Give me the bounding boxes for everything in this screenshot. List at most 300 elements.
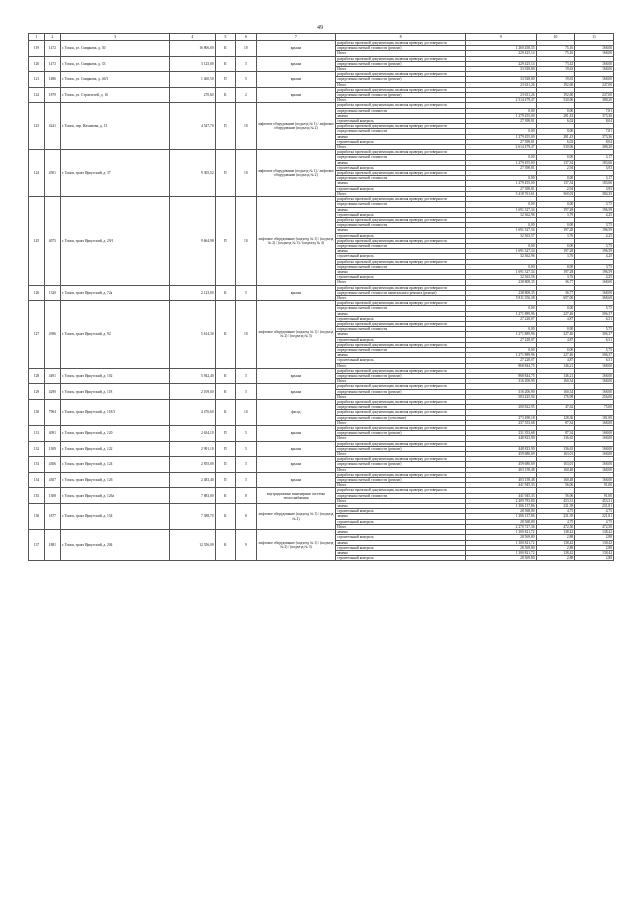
cell-value: 583 425,94 [465,394,536,399]
cell-value: 75,00 [575,405,614,410]
cell-work-type: разработка проектной документации, включая проверку достоверности [336,197,466,202]
cell-value: 3,75 [575,264,614,269]
cell-value: 2 514 479,47 [465,98,536,103]
cell-work-type: строительный контроль [336,556,466,561]
cell-mat: П [215,197,235,285]
cell-no: 136 [29,504,45,530]
cell-value: 459 680,69 [465,462,536,467]
cell-value: 0,00 [465,176,536,181]
cell-address: г. Томск, тракт Иркутский, д. 72а [60,285,169,301]
cell-work-type: строительный контроль [336,186,466,191]
cell-no: 137 [29,530,45,561]
cell-no: 124 [29,150,45,197]
cell-value: 388,20 [575,145,614,150]
cell-value: 256,00 [575,394,614,399]
cell-no: 120 [29,56,45,72]
cell-value: 697,00 [536,295,575,300]
cell-value: 160,34 [536,379,575,384]
cell-value: 4,25 [575,275,614,280]
cell-floors: 10 [236,41,256,57]
cell-value: 168,00 [575,363,614,368]
cell-work-type: строительный контроль [336,337,466,342]
cell-work-type: Итого [336,436,466,441]
cell-work-type: Итого [336,280,466,285]
cell-no: 134 [29,472,45,488]
cell-code: 4073 [44,197,60,285]
cell-code: 4396 [44,301,60,369]
cell-mat: К [215,368,235,384]
cell-target: крыша [256,472,336,488]
cell-value: 4,25 [575,212,614,217]
cell-floors: 5 [236,56,256,72]
cell-mat: П [215,441,235,457]
cell-value: 28 569,80 [465,556,536,561]
cell-floors: 5 [236,384,256,400]
cell-work-type: строительный контроль [336,212,466,217]
cell-no: 127 [29,301,45,369]
cell-value: 138,42 [575,540,614,545]
cell-value: 168,00 [575,478,614,483]
cell-value: 168,00 [575,389,614,394]
cell-area: 1 460,50 [170,72,216,88]
cell-work-type: замена [336,514,466,519]
cell-work-type: Итого [336,295,466,300]
cell-address: г. Томск, ул. Смирнова, д. 30 [60,41,169,57]
cell-mat: П [215,472,235,488]
cell-target: крыша [256,72,336,88]
cell-work-type: строительный контроль [336,275,466,280]
cell-target: лифтовое оборудование (подъезд № 1) / лифтовое оборудование (подъезд № 2) [256,150,336,197]
cell-value: 231,81 [575,504,614,509]
cell-value: 168,00 [575,67,614,72]
cell-work-type: определения сметной стоимости капитального ремонта (ремонт) [336,290,466,295]
cell-value: 1 691 327,34 [465,269,536,274]
cell-code: 1877 [44,504,60,530]
cell-work-type: Итого [336,82,466,87]
cell-value: 27 228,07 [465,358,536,363]
cell-value: 168,00 [575,467,614,472]
cell-work-type: строительный контроль [336,254,466,259]
cell-value: 1 300 821,72 [465,540,536,545]
cell-value: 32 363,56 [465,275,536,280]
cell-value: 0,00 [536,155,575,160]
cell-value: 1 279 455,00 [465,113,536,118]
cell-work-type: определения сметной стоимости (ремонт) [336,446,466,451]
cell-area: 3 125,00 [170,56,216,72]
cell-work-type: разработка проектной документации, включая проверку достоверности [336,301,466,306]
cell-value: 281,43 [536,113,575,118]
cell-work-type: строительный контроль [336,165,466,170]
header-cell: 1 [29,34,45,41]
cell-value: 3,17 [575,176,614,181]
cell-value: 1 306 137,86 [465,514,536,519]
cell-value: 0,00 [536,108,575,113]
cell-value: 1 691 327,34 [465,228,536,233]
cell-work-type: Итого [336,98,466,103]
header-cell: 6 [236,34,256,41]
cell-code: 7904 [44,400,60,426]
cell-value: 0,00 [536,264,575,269]
cell-area: 5 614,30 [170,301,216,369]
cell-value: 36,77 [536,280,575,285]
header-cell: 11 [575,34,614,41]
cell-no: 128 [29,368,45,384]
cell-value: 0,00 [465,202,536,207]
cell-work-type: разработка проектной документации, включая проверку достоверности [336,342,466,347]
cell-work-type: разработка проектной документации, включая проверку достоверности [336,400,466,405]
cell-work-type: замена [336,113,466,118]
cell-code: 1486 [44,72,60,88]
cell-value: 273 498,18 [465,415,536,420]
cell-value: 403 158,48 [465,467,536,472]
cell-work-type: Итого [336,379,466,384]
cell-value: 28 569,80 [465,545,536,550]
cell-value: 32 363,57 [465,233,536,238]
cell-value: 3,76 [536,275,575,280]
cell-area: 2 855,00 [170,457,216,473]
cell-value: 87,34 [536,420,575,425]
cell-value: 2 614 479,47 [465,145,536,150]
cell-value: 5,75 [575,306,614,311]
cell-value: 196,59 [575,269,614,274]
cell-value: 1 300 821,72 [465,530,536,535]
cell-work-type: строительный контроль [336,509,466,514]
cell-work-type: определения сметной стоимости [336,108,466,113]
cell-value: 530,06 [536,145,575,150]
cell-work-type: разработка проектной документации, включая проверку достоверности [336,87,466,92]
cell-value: 146,21 [536,363,575,368]
cell-no: 132 [29,441,45,457]
cell-target: лифтовое оборудование (подъезд № 1) / (подъезд № 2) / (подъезд № 3) / (подъезд № 4) [256,197,336,285]
cell-value: 3,93 [575,186,614,191]
cell-value: 0,00 [536,347,575,352]
cell-mat: П [215,150,235,197]
cell-no: 123 [29,103,45,150]
cell-value: 231,39 [536,514,575,519]
cell-work-type: строительный контроль [336,316,466,321]
cell-value: 200 822,95 [465,405,536,410]
cell-code: 4491 [44,368,60,384]
cell-value: 168,00 [575,436,614,441]
cell-value: 1 271 889,96 [465,311,536,316]
cell-work-type: разработка проектной документации, включая проверку достоверности [336,41,466,46]
cell-work-type: Итого [336,67,466,72]
cell-value: 2,94 [536,165,575,170]
cell-value: 1 279 455,00 [465,160,536,165]
cell-work-type: строительный контроль [336,358,466,363]
cell-target: лифтовое оборудование (подъезд № 1) / лифтовое оборудование (подъезд № 2) [256,103,336,150]
cell-value: 136,63 [536,436,575,441]
cell-code: 1320 [44,285,60,301]
cell-work-type: Итого [336,191,466,196]
cell-address: г. Томск, ул. Смирнова, д. 33 [60,56,169,72]
cell-work-type: разработка проектной документации, включая проверку достоверности [336,150,466,155]
cell-value: 4,87 [536,358,575,363]
cell-value: 73,42 [536,61,575,66]
cell-work-type: определения сметной стоимости (ремонт) [336,46,466,51]
cell-value: 28 568,80 [465,519,536,524]
cell-value: 306,37 [575,311,614,316]
cell-value: 388,20 [575,98,614,103]
cell-mat: К [215,530,235,561]
cell-floors: 10 [236,301,256,369]
cell-work-type: замена [336,311,466,316]
cell-work-type: определения сметной стоимости (ремонт) [336,462,466,467]
cell-area: 9 664,98 [170,197,216,285]
cell-floors: 10 [236,103,256,150]
cell-value: 373,36 [575,134,614,139]
cell-floors: 10 [236,400,256,426]
cell-mat: К [215,56,235,72]
cell-work-type: Итого [336,498,466,503]
cell-value: 7,81 [575,129,614,134]
cell-work-type: разработка проектной документации, включая проверку достоверности [336,384,466,389]
cell-work-type: разработка проектной документации, включая проверку достоверности [336,72,466,77]
cell-value: 168,00 [575,446,614,451]
cell-value: 231 353,68 [465,431,536,436]
cell-value: 247,00 [575,93,614,98]
cell-value: 36,77 [536,290,575,295]
cell-area: 270,60 [170,87,216,103]
cell-work-type: определения сметной стоимости [336,306,466,311]
header-cell: 7 [256,34,336,41]
cell-value: 1 306 137,86 [465,504,536,509]
cell-mat: К [215,400,235,426]
cell-code: 1308 [44,488,60,504]
cell-value: 3,76 [536,233,575,238]
cell-target: крыша [256,41,336,57]
cell-target: лифтовое оборудование (подъезд № 1) / (подъезд № 2) / (подъезд № 3) [256,530,336,561]
cell-value: 227,46 [536,353,575,358]
cell-area: 2 123,00 [170,285,216,301]
cell-address: г. Томск, тракт Иркутский, д. 126 [60,472,169,488]
cell-value: 4,25 [575,233,614,238]
cell-no: 122 [29,87,45,103]
cell-area: 9 305,52 [170,150,216,197]
cell-work-type: замена [336,332,466,337]
cell-value: 441 945,33 [465,493,536,498]
cell-value: 137,34 [536,160,575,165]
cell-mat: П [215,457,235,473]
cell-work-type: определения сметной стоимости (ремонт) [336,478,466,483]
cell-value: 0,00 [465,108,536,113]
cell-work-type: разработка проектной документации, включая проверку достоверности [336,171,466,176]
cell-work-type: Итого [336,420,466,425]
cell-address: г. Томск, тракт Иркутский, д. 92 [60,301,169,369]
cell-value: 160,48 [536,467,575,472]
cell-work-type: замена [336,504,466,509]
cell-value: 2,88 [575,545,614,550]
cell-work-type: определения сметной стоимости (ремонт) [336,431,466,436]
header-cell: 3 [60,34,169,41]
header-row [29,34,614,41]
cell-work-type: определения сметной стоимости [336,243,466,248]
cell-value: 373,36 [575,113,614,118]
cell-target: лифтовое оборудование (подъезд № 1) / (подъезд № 2) [256,504,336,530]
cell-value: 0,00 [465,129,536,134]
cell-value: 168,00 [575,280,614,285]
cell-value: 238 808,35 [465,290,536,295]
cell-address: г. Томск, тракт Иркутский, д. 120 [60,426,169,442]
cell-work-type: замена [336,540,466,545]
cell-value: 160,34 [536,389,575,394]
cell-work-type: замена [336,249,466,254]
cell-work-type: разработка проектной документации, включая проверку достоверности [336,441,466,446]
cell-value: 448 823,90 [465,446,536,451]
cell-value: 4,75 [536,519,575,524]
cell-no: 119 [29,41,45,57]
cell-value: 138,42 [536,540,575,545]
cell-mat: К [215,504,235,530]
cell-value: 168,00 [575,431,614,436]
cell-code: 1309 [44,441,60,457]
cell-value: 1 691 327,34 [465,207,536,212]
cell-target: крыша [256,441,336,457]
cell-value: 196,59 [575,228,614,233]
cell-floors: 10 [236,150,256,197]
cell-code: 4241 [44,103,60,150]
cell-value: 32 362,96 [465,212,536,217]
cell-value: 4,75 [575,519,614,524]
cell-value: 4,75 [536,509,575,514]
cell-value: 0,00 [536,176,575,181]
cell-work-type: Итого [336,467,466,472]
cell-value: 56,06 [536,483,575,488]
cell-value: 168,00 [575,290,614,295]
cell-value: 27 228,07 [465,337,536,342]
cell-value: 168,00 [575,51,614,56]
cell-address: г. Томск, тракт Иркутский, д. 118 [60,384,169,400]
cell-target: крыша [256,368,336,384]
header-cell: 9 [465,34,536,41]
cell-value: 238 808,35 [465,280,536,285]
cell-value: 197,28 [536,207,575,212]
cell-value: 1 260 458,35 [465,46,536,51]
cell-address: г. Томск, тракт Иркутский, д. 124 [60,457,169,473]
cell-mat: П [215,103,235,150]
cell-mat: К [215,384,235,400]
cell-floors: 9 [236,530,256,561]
cell-value: 28 568,80 [465,509,536,514]
cell-value: 0,00 [536,306,575,311]
cell-value: 5,75 [575,347,614,352]
cell-value: 6,51 [575,358,614,363]
cell-work-type: замена [336,530,466,535]
header-cell: 8 [336,34,466,41]
cell-value: 0,00 [465,327,536,332]
cell-value: 6,02 [536,139,575,144]
cell-value: 33 928,80 [465,67,536,72]
cell-address: г. Томск, ул. Строителей, д. 16 [60,87,169,103]
cell-no: 131 [29,426,45,442]
cell-mat: К [215,285,235,301]
cell-work-type: определения сметной стоимости [336,327,466,332]
cell-value: 196,59 [575,207,614,212]
cell-work-type: строительный контроль [336,119,466,124]
cell-value: 4,75 [575,509,614,514]
cell-target: крыша [256,426,336,442]
cell-work-type: разработка проектной документации, включая проверку достоверности [336,238,466,243]
cell-target: крыша [256,384,336,400]
repair-schedule-table [28,33,614,561]
cell-value: 1 271 889,96 [465,332,536,337]
cell-value: 168,00 [575,452,614,457]
cell-value: 868 844,75 [465,374,536,379]
cell-value: 5 418 761,61 [465,191,536,196]
cell-work-type: Итого [336,51,466,56]
cell-value: 27 398,81 [465,119,536,124]
cell-target: крыша [256,56,336,72]
cell-work-type: разработка проектной документации, включая проверку достоверности [336,488,466,493]
cell-value: 530,06 [536,98,575,103]
cell-value: 306,37 [575,353,614,358]
cell-work-type: разработка проектной документации, включая проверку достоверности [336,259,466,264]
cell-work-type: строительный контроль [336,545,466,550]
cell-value: 0,00 [465,243,536,248]
cell-value: 227,46 [536,311,575,316]
header-cell: 10 [536,34,575,41]
cell-area: 2 991,10 [170,441,216,457]
cell-value: 168,00 [575,374,614,379]
cell-value: 197,28 [536,228,575,233]
cell-code: 1472 [44,41,60,57]
cell-value: 183,66 [575,181,614,186]
cell-work-type: разработка проектной документации, включая проверку достоверности [336,56,466,61]
cell-value: 168,00 [575,46,614,51]
cell-value: 168,00 [575,420,614,425]
cell-value: 138,42 [575,530,614,535]
cell-value: 6,51 [575,337,614,342]
cell-value: 1 691 327,34 [465,249,536,254]
cell-value: 316 206,90 [465,389,536,394]
cell-floors: 8 [236,504,256,530]
cell-code: 1879 [44,87,60,103]
cell-floors: 10 [236,197,256,285]
cell-value: 221,81 [575,514,614,519]
cell-value: 197,28 [536,269,575,274]
cell-work-type: определения сметной стоимости [336,202,466,207]
cell-floors: 5 [236,285,256,301]
cell-value: 2 270 727,36 [465,524,536,529]
cell-work-type: строительный контроль [336,233,466,238]
cell-value: 1 271 889,96 [465,353,536,358]
cell-value: 91,00 [575,493,614,498]
cell-work-type: определения сметной стоимости (ремонт) [336,93,466,98]
cell-value: 137,34 [536,181,575,186]
cell-value: 1 300 821,72 [465,550,536,555]
cell-floors: 5 [236,426,256,442]
cell-value: 1 279 455,00 [465,181,536,186]
cell-value: 138,42 [536,530,575,535]
cell-value: 453,31 [575,498,614,503]
cell-value: 128,36 [536,415,575,420]
cell-value: 23 631,26 [465,82,536,87]
cell-work-type: определения сметной стоимости [336,405,466,410]
cell-work-type: определения сметной стоимости [336,264,466,269]
cell-value: 3,75 [575,202,614,207]
cell-no: 135 [29,488,45,504]
cell-value: 2,88 [536,535,575,540]
cell-value: 3,93 [575,165,614,170]
cell-work-type: разработка проектной документации, включая проверку достоверности [336,124,466,129]
table-row [29,504,614,509]
cell-address: г. Томск, тракт Иркутский, д. 126а [60,488,169,504]
cell-work-type: определения сметной стоимости (ремонт) [336,389,466,394]
cell-value: 138,42 [536,550,575,555]
cell-area: 2 109,00 [170,384,216,400]
cell-value: 8,04 [575,119,614,124]
cell-value: 3,75 [575,243,614,248]
